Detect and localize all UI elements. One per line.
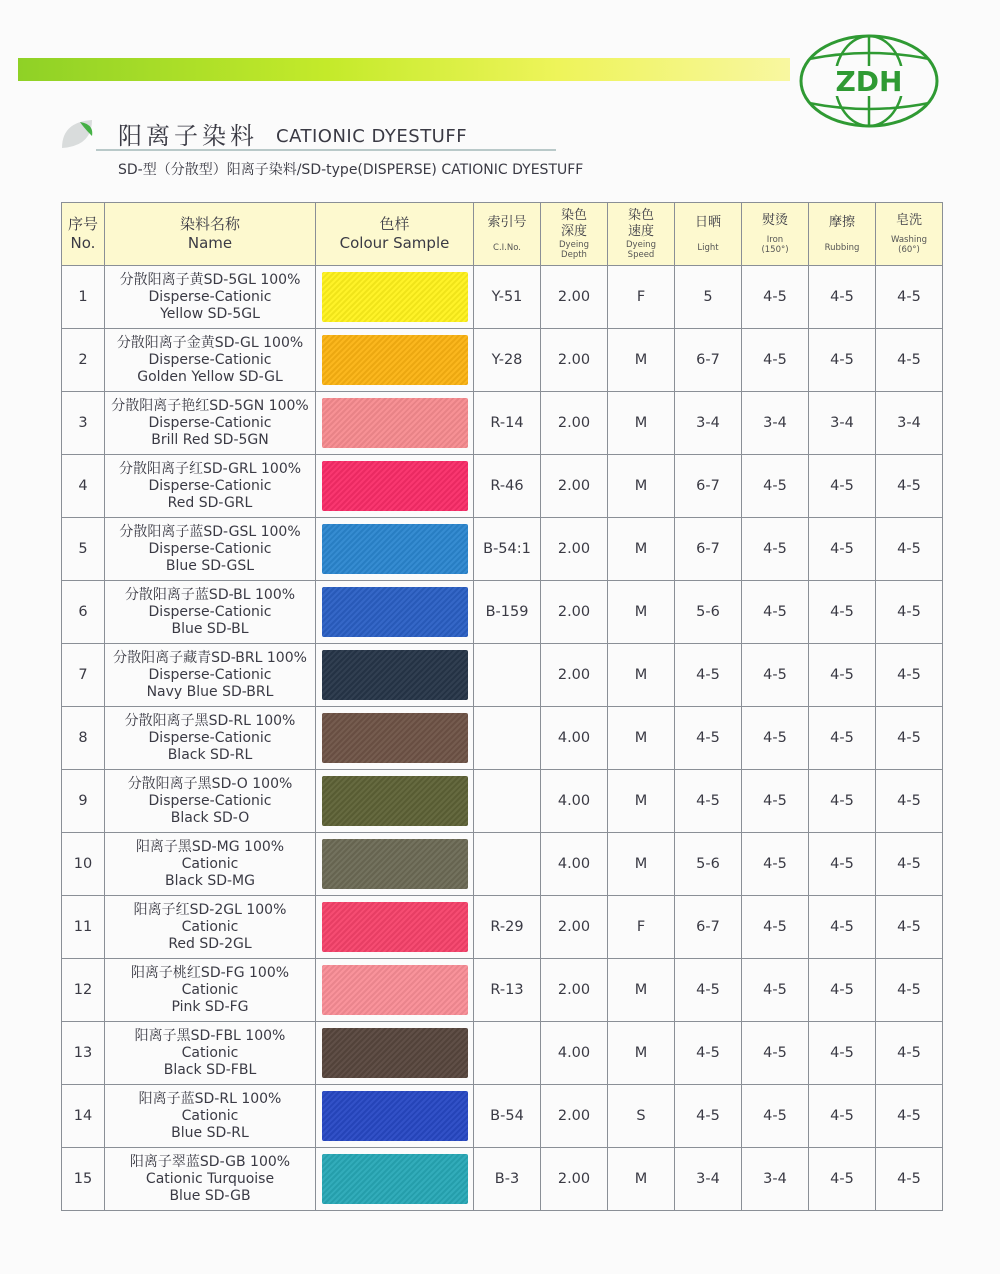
col-header-light: 日晒 Light bbox=[675, 203, 742, 266]
cell-rubbing: 4-5 bbox=[809, 644, 876, 707]
cell-sample bbox=[316, 518, 474, 581]
cell-iron: 3-4 bbox=[742, 1148, 809, 1211]
cell-speed: S bbox=[608, 1085, 675, 1148]
cell-light: 5-6 bbox=[675, 833, 742, 896]
cell-speed: M bbox=[608, 833, 675, 896]
cell-depth: 2.00 bbox=[541, 392, 608, 455]
dye-name-en: Disperse-Cationic bbox=[148, 351, 272, 368]
table-row bbox=[62, 392, 943, 455]
dye-name-cn: 分散阳离子黑SD-RL 100% bbox=[124, 712, 296, 729]
cell-sample bbox=[316, 581, 474, 644]
cell-rubbing: 4-5 bbox=[809, 1085, 876, 1148]
cell-depth: 4.00 bbox=[541, 770, 608, 833]
logo-text: ZDH bbox=[835, 65, 903, 98]
table-row bbox=[62, 707, 943, 770]
cell-name bbox=[105, 329, 316, 392]
cell-rubbing: 4-5 bbox=[809, 329, 876, 392]
dye-name-en: Disperse-Cationic bbox=[148, 540, 272, 557]
cell-rubbing: 4-5 bbox=[809, 266, 876, 329]
cell-light: 4-5 bbox=[675, 770, 742, 833]
cell-name bbox=[105, 833, 316, 896]
colour-swatch bbox=[322, 1028, 468, 1078]
cell-iron: 4-5 bbox=[742, 896, 809, 959]
cell-light: 5 bbox=[675, 266, 742, 329]
cell-no: 6 bbox=[62, 581, 105, 644]
cell-iron: 4-5 bbox=[742, 833, 809, 896]
dye-name-en-2: Black SD-O bbox=[170, 809, 250, 826]
cell-no: 15 bbox=[62, 1148, 105, 1211]
cell-rubbing: 4-5 bbox=[809, 581, 876, 644]
cell-light: 3-4 bbox=[675, 1148, 742, 1211]
dye-name-en-2: Yellow SD-5GL bbox=[160, 305, 260, 322]
cell-iron: 4-5 bbox=[742, 770, 809, 833]
table-row bbox=[62, 1085, 943, 1148]
col-header-iron: 熨烫 Iron (150°) bbox=[742, 203, 809, 266]
cell-depth: 4.00 bbox=[541, 1022, 608, 1085]
dye-name-en-2: Navy Blue SD-BRL bbox=[146, 683, 274, 700]
dye-name-cn: 阳离子红SD-2GL 100% bbox=[133, 901, 287, 918]
dye-name-cn: 分散阳离子黑SD-O 100% bbox=[127, 775, 293, 792]
cell-ci: R-46 bbox=[474, 455, 541, 518]
title-english: CATIONIC DYESTUFF bbox=[276, 126, 468, 147]
cell-sample bbox=[316, 266, 474, 329]
cell-sample bbox=[316, 392, 474, 455]
cell-speed: M bbox=[608, 518, 675, 581]
cell-ci: B-54 bbox=[474, 1085, 541, 1148]
cell-sample bbox=[316, 833, 474, 896]
cell-no: 8 bbox=[62, 707, 105, 770]
table-row bbox=[62, 1148, 943, 1211]
dye-name-cn: 分散阳离子蓝SD-BL 100% bbox=[124, 586, 296, 603]
dye-name-en-2: Black SD-FBL bbox=[163, 1061, 257, 1078]
colour-swatch bbox=[322, 713, 468, 763]
cell-name bbox=[105, 644, 316, 707]
table-row bbox=[62, 329, 943, 392]
cell-speed: M bbox=[608, 329, 675, 392]
cell-rubbing: 4-5 bbox=[809, 770, 876, 833]
table-row bbox=[62, 518, 943, 581]
dye-name-en: Disperse-Cationic bbox=[148, 414, 272, 431]
cell-light: 4-5 bbox=[675, 644, 742, 707]
cell-depth: 2.00 bbox=[541, 455, 608, 518]
colour-swatch bbox=[322, 839, 468, 889]
cell-sample bbox=[316, 896, 474, 959]
dye-name-en: Cationic bbox=[181, 1044, 239, 1061]
dye-name-en: Cationic bbox=[181, 918, 239, 935]
cell-name bbox=[105, 770, 316, 833]
table-header-row bbox=[62, 203, 943, 266]
cell-sample bbox=[316, 1085, 474, 1148]
cell-ci: Y-51 bbox=[474, 266, 541, 329]
cell-ci bbox=[474, 707, 541, 770]
cell-sample bbox=[316, 959, 474, 1022]
cell-speed: M bbox=[608, 455, 675, 518]
zdh-logo bbox=[796, 32, 942, 130]
cell-iron: 4-5 bbox=[742, 581, 809, 644]
colour-swatch bbox=[322, 650, 468, 700]
cell-rubbing: 3-4 bbox=[809, 392, 876, 455]
cell-light: 6-7 bbox=[675, 455, 742, 518]
cell-washing: 4-5 bbox=[876, 1148, 943, 1211]
dye-name-en-2: Pink SD-FG bbox=[171, 998, 249, 1015]
cell-no: 5 bbox=[62, 518, 105, 581]
cell-speed: M bbox=[608, 392, 675, 455]
cell-name bbox=[105, 959, 316, 1022]
cell-iron: 4-5 bbox=[742, 1085, 809, 1148]
cell-ci: R-29 bbox=[474, 896, 541, 959]
dye-name-en-2: Golden Yellow SD-GL bbox=[137, 368, 283, 385]
cell-light: 4-5 bbox=[675, 1022, 742, 1085]
cell-light: 6-7 bbox=[675, 329, 742, 392]
colour-swatch bbox=[322, 335, 468, 385]
dye-name-cn: 分散阳离子红SD-GRL 100% bbox=[118, 460, 302, 477]
cell-no: 2 bbox=[62, 329, 105, 392]
col-header-name: 染料名称 Name bbox=[105, 203, 316, 266]
cell-washing: 3-4 bbox=[876, 392, 943, 455]
cell-washing: 4-5 bbox=[876, 455, 943, 518]
colour-swatch bbox=[322, 902, 468, 952]
cell-light: 3-4 bbox=[675, 392, 742, 455]
cell-light: 5-6 bbox=[675, 581, 742, 644]
table-row bbox=[62, 896, 943, 959]
cell-speed: F bbox=[608, 896, 675, 959]
dye-name-en: Disperse-Cationic bbox=[148, 666, 272, 683]
colour-swatch bbox=[322, 272, 468, 322]
col-header-speed: 染色 速度 Dyeing Speed bbox=[608, 203, 675, 266]
cell-rubbing: 4-5 bbox=[809, 959, 876, 1022]
cell-washing: 4-5 bbox=[876, 329, 943, 392]
cell-speed: M bbox=[608, 707, 675, 770]
dye-name-cn: 阳离子黑SD-FBL 100% bbox=[134, 1027, 286, 1044]
cell-washing: 4-5 bbox=[876, 1022, 943, 1085]
dye-name-en: Cationic Turquoise bbox=[145, 1170, 275, 1187]
cell-depth: 2.00 bbox=[541, 329, 608, 392]
cell-no: 3 bbox=[62, 392, 105, 455]
table-row bbox=[62, 833, 943, 896]
cell-light: 6-7 bbox=[675, 518, 742, 581]
dye-name-en-2: Blue SD-RL bbox=[171, 1124, 249, 1141]
cell-no: 11 bbox=[62, 896, 105, 959]
dye-name-en: Cationic bbox=[181, 1107, 239, 1124]
dye-name-en: Disperse-Cationic bbox=[148, 729, 272, 746]
cell-washing: 4-5 bbox=[876, 770, 943, 833]
cell-iron: 4-5 bbox=[742, 518, 809, 581]
cell-sample bbox=[316, 1022, 474, 1085]
cell-light: 4-5 bbox=[675, 707, 742, 770]
cell-rubbing: 4-5 bbox=[809, 1022, 876, 1085]
dye-name-cn: 分散阳离子黄SD-5GL 100% bbox=[119, 271, 301, 288]
cell-depth: 2.00 bbox=[541, 959, 608, 1022]
colour-swatch bbox=[322, 524, 468, 574]
col-header-rubbing: 摩擦 Rubbing bbox=[809, 203, 876, 266]
colour-swatch bbox=[322, 776, 468, 826]
cell-depth: 4.00 bbox=[541, 707, 608, 770]
cell-washing: 4-5 bbox=[876, 518, 943, 581]
cell-depth: 2.00 bbox=[541, 1148, 608, 1211]
dye-name-en-2: Blue SD-GSL bbox=[165, 557, 255, 574]
cell-speed: M bbox=[608, 770, 675, 833]
cell-name bbox=[105, 518, 316, 581]
cell-name bbox=[105, 1022, 316, 1085]
col-header-no: 序号 No. bbox=[62, 203, 105, 266]
cell-ci bbox=[474, 833, 541, 896]
dye-name-en-2: Red SD-GRL bbox=[167, 494, 253, 511]
cell-speed: M bbox=[608, 1022, 675, 1085]
cell-washing: 4-5 bbox=[876, 833, 943, 896]
colour-swatch bbox=[322, 965, 468, 1015]
cell-name bbox=[105, 581, 316, 644]
cell-no: 14 bbox=[62, 1085, 105, 1148]
cell-name bbox=[105, 707, 316, 770]
col-header-ci: 索引号 C.I.No. bbox=[474, 203, 541, 266]
dye-name-en-2: Black SD-RL bbox=[167, 746, 253, 763]
cell-depth: 2.00 bbox=[541, 896, 608, 959]
colour-swatch bbox=[322, 461, 468, 511]
cell-sample bbox=[316, 455, 474, 518]
cell-iron: 4-5 bbox=[742, 1022, 809, 1085]
cell-depth: 2.00 bbox=[541, 518, 608, 581]
cell-sample bbox=[316, 644, 474, 707]
colour-swatch bbox=[322, 398, 468, 448]
cell-washing: 4-5 bbox=[876, 266, 943, 329]
dye-name-en: Cationic bbox=[181, 855, 239, 872]
cell-ci bbox=[474, 1022, 541, 1085]
col-header-depth: 染色 深度 Dyeing Depth bbox=[541, 203, 608, 266]
cell-name bbox=[105, 266, 316, 329]
cell-name bbox=[105, 455, 316, 518]
table-row bbox=[62, 581, 943, 644]
cell-depth: 2.00 bbox=[541, 1085, 608, 1148]
cell-speed: F bbox=[608, 266, 675, 329]
cell-ci: B-54:1 bbox=[474, 518, 541, 581]
section-title bbox=[60, 116, 500, 156]
dye-name-cn: 阳离子桃红SD-FG 100% bbox=[130, 964, 290, 981]
cell-no: 10 bbox=[62, 833, 105, 896]
dye-name-cn: 阳离子黑SD-MG 100% bbox=[135, 838, 285, 855]
dye-name-cn: 阳离子蓝SD-RL 100% bbox=[138, 1090, 282, 1107]
dyestuff-table bbox=[61, 202, 943, 1211]
cell-sample bbox=[316, 770, 474, 833]
dye-name-cn: 阳离子翠蓝SD-GB 100% bbox=[129, 1153, 291, 1170]
cell-no: 13 bbox=[62, 1022, 105, 1085]
cell-rubbing: 4-5 bbox=[809, 896, 876, 959]
dye-name-en: Disperse-Cationic bbox=[148, 477, 272, 494]
cell-depth: 2.00 bbox=[541, 644, 608, 707]
dye-name-en-2: Blue SD-BL bbox=[171, 620, 249, 637]
table-row bbox=[62, 266, 943, 329]
dye-name-cn: 分散阳离子藏青SD-BRL 100% bbox=[113, 649, 307, 666]
cell-iron: 4-5 bbox=[742, 707, 809, 770]
dye-name-en: Cationic bbox=[181, 981, 239, 998]
cell-speed: M bbox=[608, 644, 675, 707]
cell-depth: 2.00 bbox=[541, 266, 608, 329]
cell-name bbox=[105, 392, 316, 455]
cell-washing: 4-5 bbox=[876, 644, 943, 707]
dye-name-cn: 分散阳离子艳红SD-5GN 100% bbox=[111, 397, 309, 414]
dye-name-cn: 分散阳离子蓝SD-GSL 100% bbox=[119, 523, 301, 540]
cell-light: 4-5 bbox=[675, 959, 742, 1022]
cell-light: 6-7 bbox=[675, 896, 742, 959]
cell-light: 4-5 bbox=[675, 1085, 742, 1148]
cell-name bbox=[105, 1148, 316, 1211]
colour-swatch bbox=[322, 1154, 468, 1204]
cell-depth: 2.00 bbox=[541, 581, 608, 644]
cell-iron: 3-4 bbox=[742, 392, 809, 455]
cell-no: 12 bbox=[62, 959, 105, 1022]
cell-sample bbox=[316, 1148, 474, 1211]
col-header-sample: 色样 Colour Sample bbox=[316, 203, 474, 266]
table-row bbox=[62, 644, 943, 707]
subtitle: SD-型（分散型）阳离子染料/SD-type(DISPERSE) CATIONIC DYESTUFF bbox=[118, 162, 584, 178]
cell-speed: M bbox=[608, 581, 675, 644]
header-color-bar bbox=[18, 58, 790, 81]
cell-no: 9 bbox=[62, 770, 105, 833]
cell-rubbing: 4-5 bbox=[809, 518, 876, 581]
dye-name-en: Disperse-Cationic bbox=[148, 288, 272, 305]
dye-name-en-2: Brill Red SD-5GN bbox=[151, 431, 269, 448]
dye-name-en: Disperse-Cationic bbox=[148, 792, 272, 809]
dye-name-cn: 分散阳离子金黄SD-GL 100% bbox=[116, 334, 304, 351]
cell-washing: 4-5 bbox=[876, 959, 943, 1022]
colour-swatch bbox=[322, 587, 468, 637]
col-header-washing: 皂洗 Washing (60°) bbox=[876, 203, 943, 266]
table-row bbox=[62, 770, 943, 833]
cell-iron: 4-5 bbox=[742, 644, 809, 707]
cell-iron: 4-5 bbox=[742, 266, 809, 329]
cell-speed: M bbox=[608, 959, 675, 1022]
table-row bbox=[62, 455, 943, 518]
cell-name bbox=[105, 1085, 316, 1148]
cell-ci: R-14 bbox=[474, 392, 541, 455]
cell-washing: 4-5 bbox=[876, 1085, 943, 1148]
cell-iron: 4-5 bbox=[742, 329, 809, 392]
cell-sample bbox=[316, 329, 474, 392]
cell-ci bbox=[474, 770, 541, 833]
table-row bbox=[62, 1022, 943, 1085]
cell-rubbing: 4-5 bbox=[809, 455, 876, 518]
cell-name bbox=[105, 896, 316, 959]
cell-speed: M bbox=[608, 1148, 675, 1211]
globe-logo-icon bbox=[796, 32, 942, 130]
cell-ci bbox=[474, 644, 541, 707]
cell-no: 4 bbox=[62, 455, 105, 518]
cell-iron: 4-5 bbox=[742, 455, 809, 518]
cell-sample bbox=[316, 707, 474, 770]
cell-no: 1 bbox=[62, 266, 105, 329]
dye-name-en: Disperse-Cationic bbox=[148, 603, 272, 620]
cell-washing: 4-5 bbox=[876, 896, 943, 959]
cell-iron: 4-5 bbox=[742, 959, 809, 1022]
colour-swatch bbox=[322, 1091, 468, 1141]
cell-ci: R-13 bbox=[474, 959, 541, 1022]
dye-name-en-2: Black SD-MG bbox=[165, 872, 255, 889]
dye-name-en-2: Blue SD-GB bbox=[169, 1187, 251, 1204]
cell-no: 7 bbox=[62, 644, 105, 707]
table-row bbox=[62, 959, 943, 1022]
cell-ci: B-3 bbox=[474, 1148, 541, 1211]
leaf-icon bbox=[60, 118, 94, 150]
cell-rubbing: 4-5 bbox=[809, 833, 876, 896]
cell-rubbing: 4-5 bbox=[809, 1148, 876, 1211]
dye-name-en-2: Red SD-2GL bbox=[168, 935, 252, 952]
cell-washing: 4-5 bbox=[876, 707, 943, 770]
cell-depth: 4.00 bbox=[541, 833, 608, 896]
cell-ci: Y-28 bbox=[474, 329, 541, 392]
title-chinese: 阳离子染料 bbox=[118, 122, 258, 150]
cell-rubbing: 4-5 bbox=[809, 707, 876, 770]
cell-ci: B-159 bbox=[474, 581, 541, 644]
cell-washing: 4-5 bbox=[876, 581, 943, 644]
